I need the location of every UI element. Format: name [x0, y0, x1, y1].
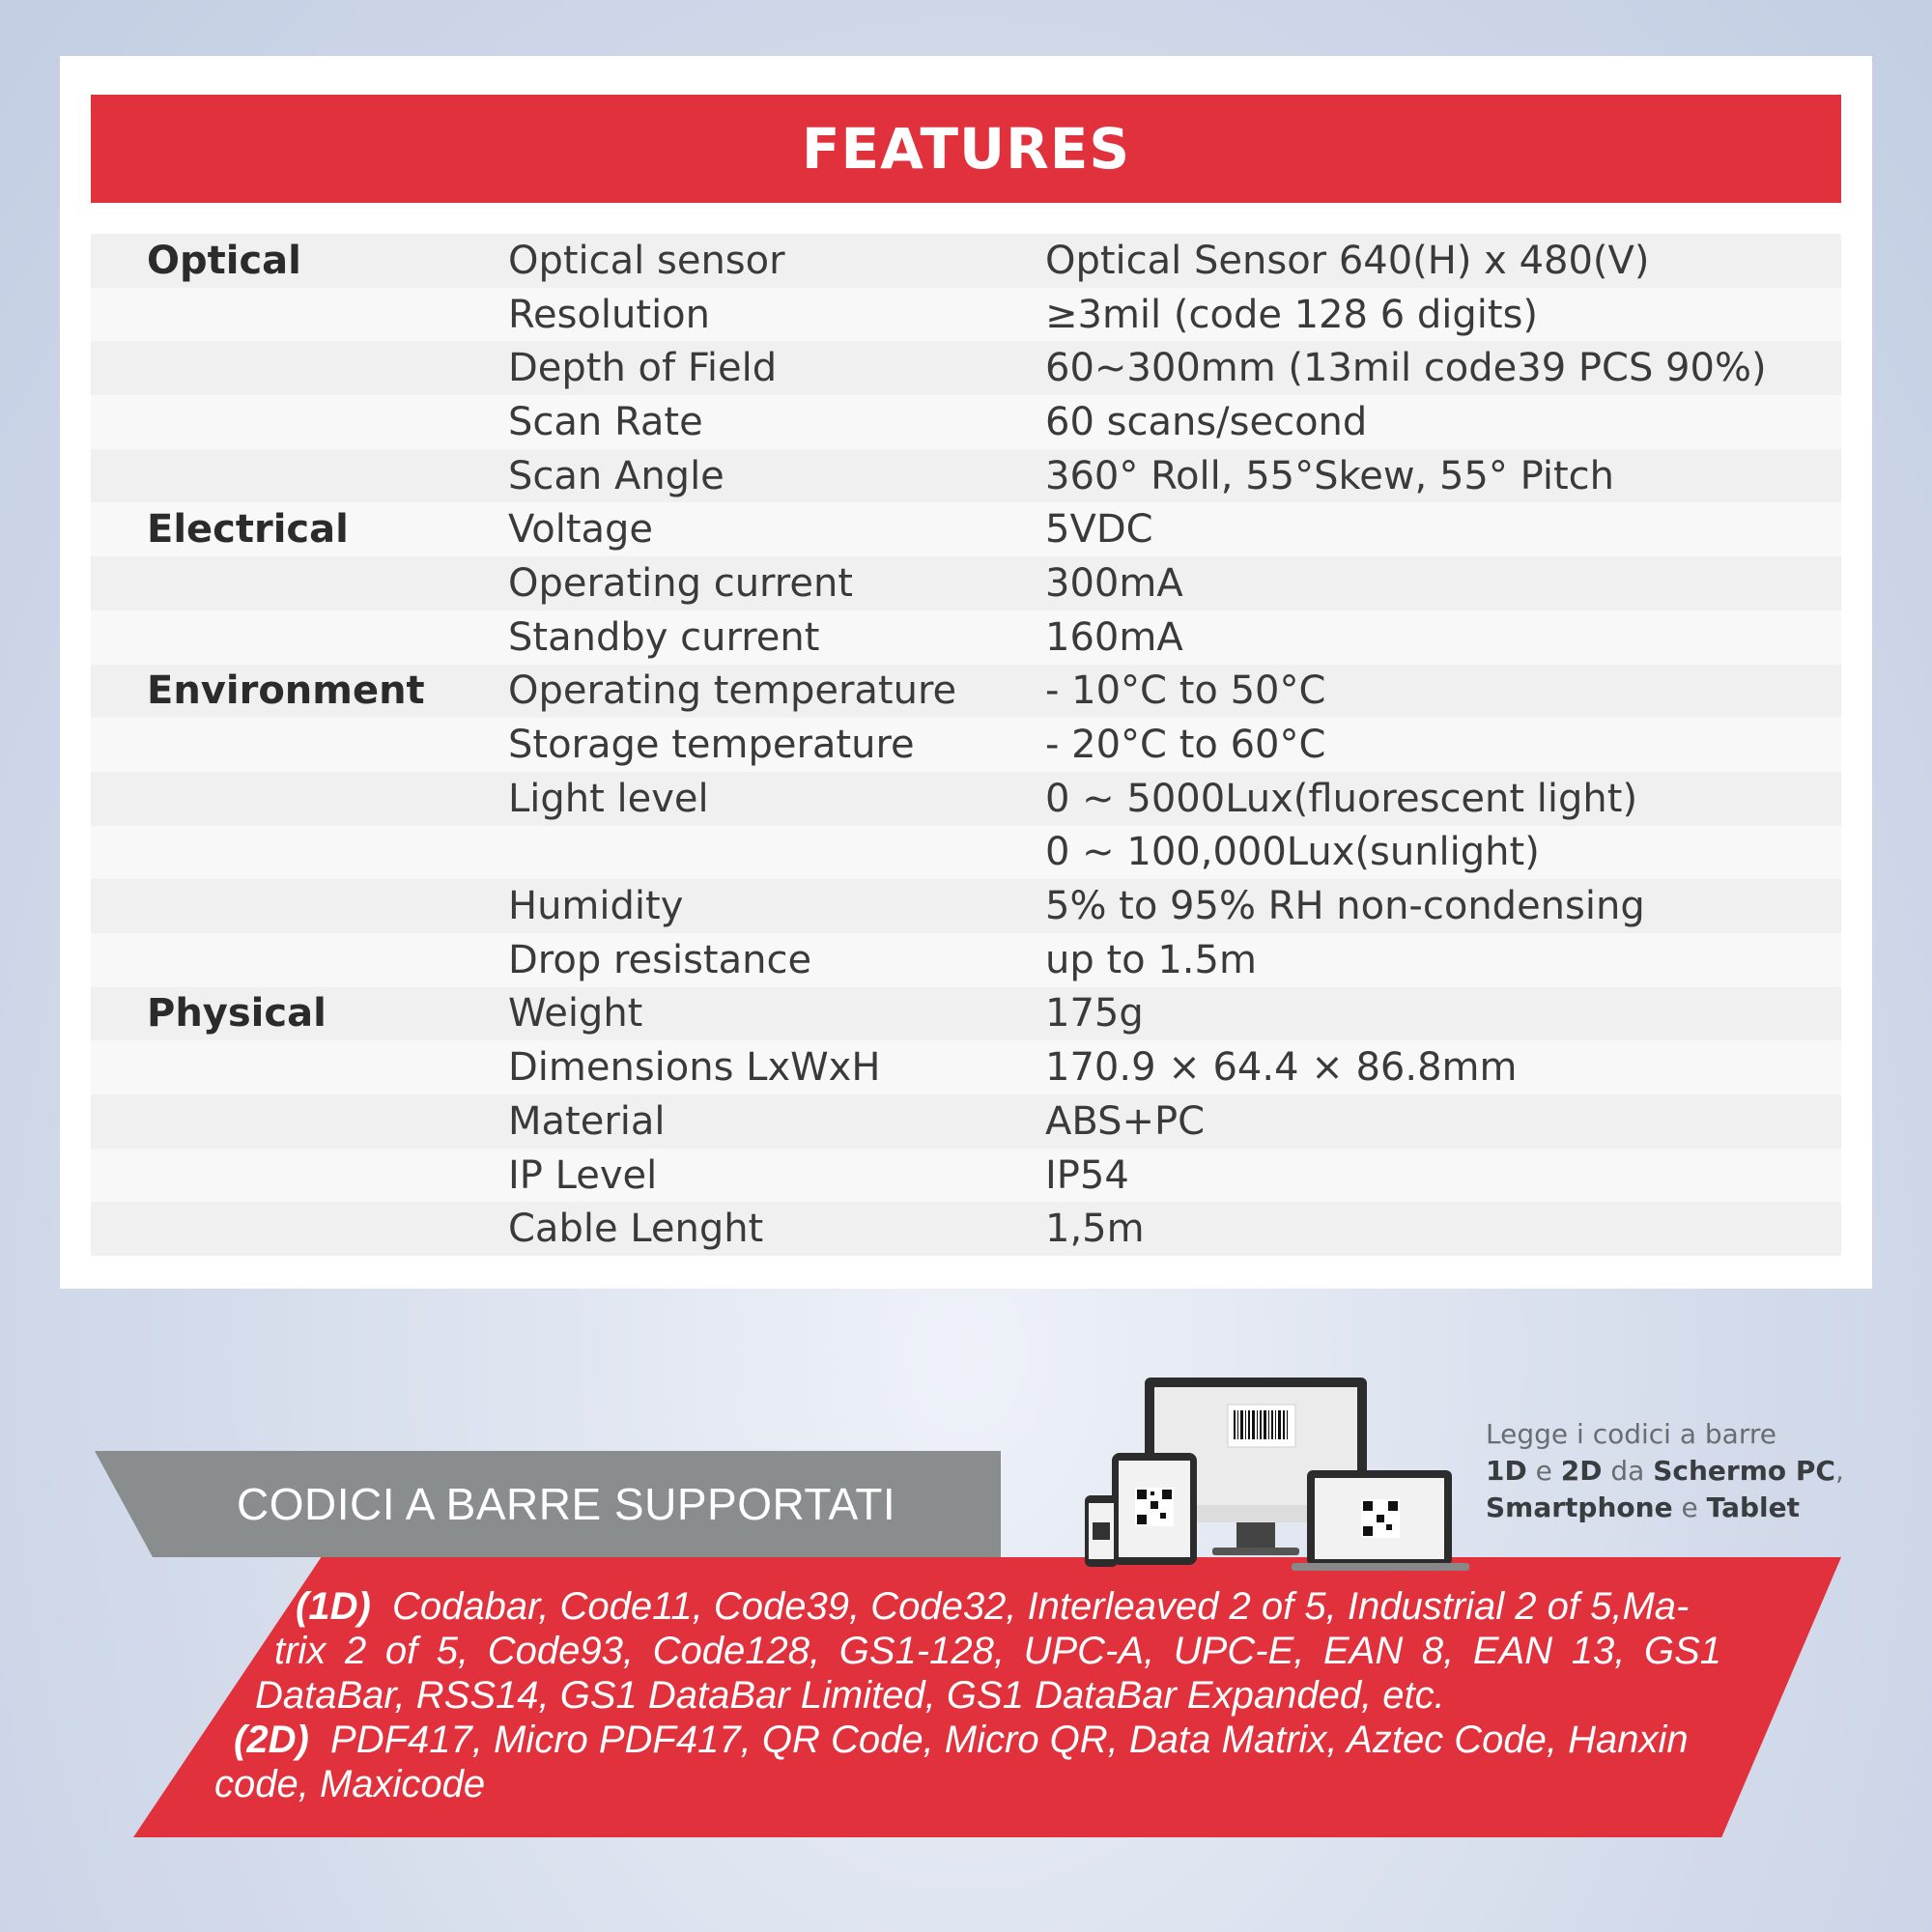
spec-category: Environment — [147, 668, 425, 714]
spec-property: IP Level — [508, 1152, 658, 1198]
tag-2d: (2D) — [234, 1719, 309, 1761]
spec-property: Optical sensor — [508, 238, 785, 283]
spec-row — [91, 611, 1841, 665]
spec-value: 170.9 × 64.4 × 86.8mm — [1045, 1045, 1518, 1091]
spec-value: 360° Roll, 55°Skew, 55° Pitch — [1045, 453, 1614, 498]
spec-value: ≥3mil (code 128 6 digits) — [1045, 292, 1539, 337]
spec-value: up to 1.5m — [1045, 937, 1257, 982]
spec-row — [91, 288, 1841, 342]
spec-row — [91, 1149, 1841, 1203]
spec-property: Cable Lenght — [508, 1207, 764, 1252]
spec-property: Light level — [508, 776, 709, 821]
spec-property: Material — [508, 1098, 666, 1144]
spec-value: 5VDC — [1045, 507, 1153, 553]
legge-caption — [1486, 1416, 1911, 1526]
spec-value: 60~300mm (13mil code39 PCS 90%) — [1045, 346, 1767, 391]
spec-row — [91, 772, 1841, 826]
tablet-icon — [1112, 1453, 1197, 1565]
spec-value: 300mA — [1045, 560, 1183, 606]
spec-row — [91, 556, 1841, 611]
spec-row — [91, 395, 1841, 449]
smartphone-icon — [1085, 1495, 1118, 1567]
spec-row — [91, 1040, 1841, 1094]
spec-value: 1,5m — [1045, 1207, 1145, 1252]
spec-row — [91, 341, 1841, 395]
spec-value: IP54 — [1045, 1152, 1129, 1198]
spec-value: 5% to 95% RH non-condensing — [1045, 884, 1645, 929]
spec-category: Optical — [147, 238, 301, 283]
spec-value: 0 ~ 100,000Lux(sunlight) — [1045, 830, 1540, 875]
spec-property: Voltage — [508, 507, 654, 553]
spec-property: Operating current — [508, 560, 853, 606]
spec-value: 175g — [1045, 991, 1144, 1037]
spec-row — [91, 234, 1841, 288]
spec-property: Dimensions LxWxH — [508, 1045, 881, 1091]
spec-value: - 10°C to 50°C — [1045, 668, 1326, 714]
spec-property: Scan Angle — [508, 453, 724, 498]
barcodes-heading: CODICI A BARRE SUPPORTATI — [237, 1479, 896, 1529]
spec-property: Resolution — [508, 292, 711, 337]
features-card — [60, 56, 1872, 1289]
spec-value: 160mA — [1045, 614, 1183, 660]
codes-line-1: Codabar, Code11, Code39, Code32, Interleaved 2 of 5, Industrial 2 of 5,Ma- — [392, 1585, 1690, 1628]
spec-row — [91, 879, 1841, 933]
spec-category: Electrical — [147, 507, 349, 553]
spec-row — [91, 665, 1841, 719]
spec-row — [91, 987, 1841, 1041]
spec-value: 60 scans/second — [1045, 399, 1368, 444]
spec-value: ABS+PC — [1045, 1098, 1206, 1144]
laptop-icon — [1292, 1470, 1469, 1571]
spec-property: Scan Rate — [508, 399, 703, 444]
spec-property: Storage temperature — [508, 723, 915, 768]
legge-line-3: Smartphone e Tablet — [1486, 1492, 1801, 1523]
spec-category: Physical — [147, 991, 327, 1037]
legge-line-1: Legge i codici a barre — [1486, 1418, 1776, 1450]
spec-table — [91, 234, 1841, 1256]
spec-row — [91, 933, 1841, 987]
spec-value: - 20°C to 60°C — [1045, 723, 1326, 768]
spec-row — [91, 718, 1841, 772]
tag-1d: (1D) — [296, 1585, 371, 1628]
spec-property: Standby current — [508, 614, 820, 660]
codes-line-4: PDF417, Micro PDF417, QR Code, Micro QR, Data Matrix, Aztec Code, Hanxin — [330, 1719, 1689, 1761]
features-banner — [91, 95, 1841, 203]
spec-row — [91, 502, 1841, 556]
spec-row — [91, 449, 1841, 503]
spec-row — [91, 1094, 1841, 1149]
spec-row — [91, 826, 1841, 880]
barcodes-list — [214, 1584, 1760, 1806]
spec-property: Drop resistance — [508, 937, 812, 982]
codes-line-3: DataBar, RSS14, GS1 DataBar Limited, GS1 DataBar Expanded, etc. — [255, 1674, 1445, 1717]
spec-property: Operating temperature — [508, 668, 957, 714]
codes-line-2: trix 2 of 5, Code93, Code128, GS1-128, UPC-A, UPC-E, EAN 8, EAN 13, GS1 — [274, 1630, 1721, 1672]
features-title: FEATURES — [801, 116, 1131, 182]
codes-line-5: code, Maxicode — [214, 1763, 486, 1805]
legge-line-2: 1D e 2D da Schermo PC, — [1486, 1455, 1844, 1487]
spec-property: Depth of Field — [508, 346, 778, 391]
spec-value: Optical Sensor 640(H) x 480(V) — [1045, 238, 1650, 283]
spec-property: Weight — [508, 991, 643, 1037]
spec-value: 0 ~ 5000Lux(fluorescent light) — [1045, 776, 1638, 821]
spec-property: Humidity — [508, 884, 684, 929]
spec-row — [91, 1202, 1841, 1256]
devices-illustration — [1077, 1372, 1483, 1575]
